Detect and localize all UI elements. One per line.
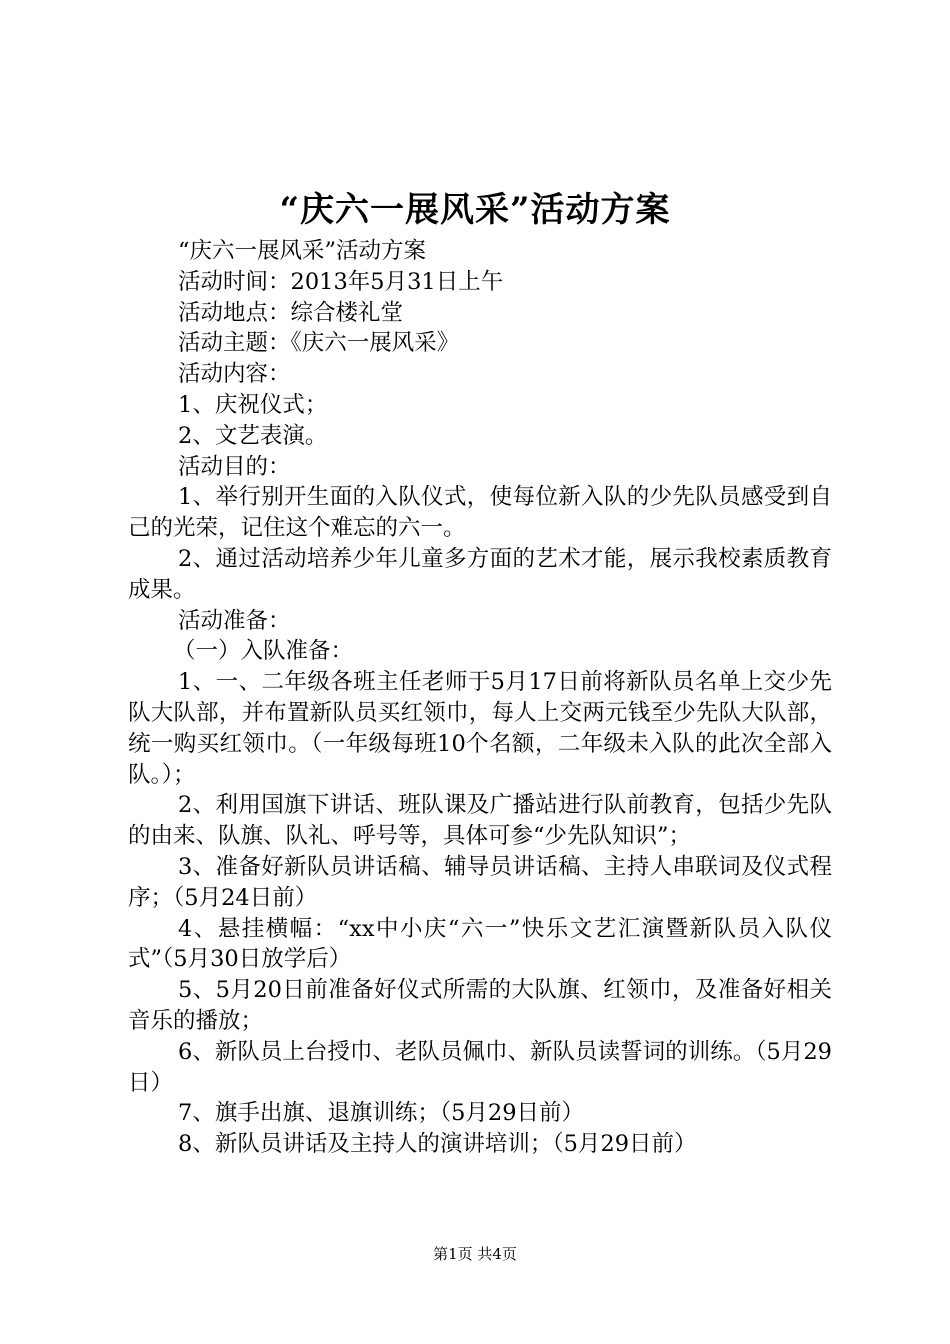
paragraph: 1、庆祝仪式； <box>178 391 328 418</box>
paragraph: 8、新队员讲话及主持人的演讲培训；（5月29日前） <box>178 1131 697 1158</box>
page-footer: 第1页 共4页 <box>433 1245 517 1263</box>
document-title: “庆六一展风采”活动方案 <box>279 190 671 230</box>
paragraph: 5、5月20日前准备好仪式所需的大队旗、红领巾，及准备好相关音乐的播放； <box>128 977 832 1034</box>
paragraph: 活动内容： <box>178 361 291 388</box>
paragraph: 2、文艺表演。 <box>178 422 328 449</box>
paragraph: 活动准备： <box>178 607 291 634</box>
document-body <box>128 236 832 1160</box>
paragraph: 活动目的： <box>178 453 291 480</box>
paragraph: 活动时间：2013年5月31日上午 <box>178 268 504 295</box>
paragraph: 6、新队员上台授巾、老队员佩巾、新队员读誓词的训练。（5月29日） <box>128 1038 832 1096</box>
paragraph: “庆六一展风采”活动方案 <box>178 238 427 264</box>
paragraph: 2、通过活动培养少年儿童多方面的艺术才能，展示我校素质教育成果。 <box>128 545 832 603</box>
paragraph: 1、举行别开生面的入队仪式，使每位新入队的少先队员感受到自己的光荣，记住这个难忘的六一。 <box>128 484 832 542</box>
paragraph: 4、悬挂横幅：“xx中小庆“六一”快乐文艺汇演暨新队员入队仪式”（5月30日放学后） <box>128 915 832 973</box>
paragraph: 活动主题：《庆六一展风采》 <box>178 330 460 357</box>
paragraph: 3、准备好新队员讲话稿、辅导员讲话稿、主持人串联词及仪式程序；（5月24日前） <box>128 853 832 911</box>
paragraph: 活动地点：综合楼礼堂 <box>178 299 404 326</box>
paragraph: 1、一、二年级各班主任老师于5月17日前将新队员名单上交少先队大队部，并布置新队员买红领巾，每人上交两元钱至少先队大队部，统一购买红领巾。（一年级每班10个名额，二年级未入队的此次全部入队。）； <box>128 669 832 788</box>
paragraph: 7、旗手出旗、退旗训练；（5月29日前） <box>178 1100 585 1127</box>
paragraph: （一）入队准备： <box>173 638 354 665</box>
paragraph: 2、利用国旗下讲话、班队课及广播站进行队前教育，包括少先队的由来、队旗、队礼、呼号等，具体可参“少先队知识”； <box>128 792 832 850</box>
